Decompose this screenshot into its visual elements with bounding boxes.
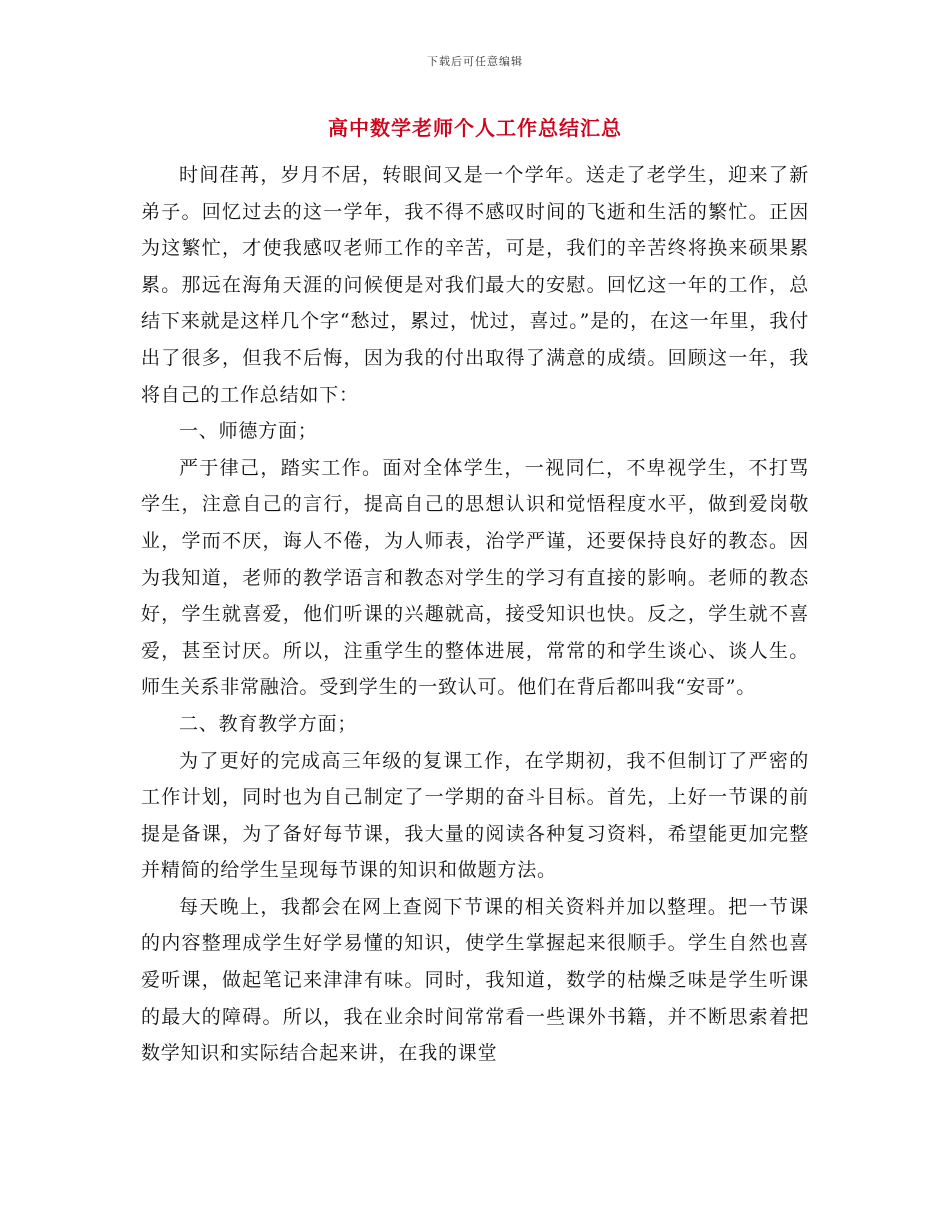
- document-title: 高中数学老师个人工作总结汇总: [328, 116, 622, 140]
- paragraph-intro: 时间荏苒，岁月不居，转眼间又是一个学年。送走了老学生，迎来了新弟子。回忆过去的这一学年，我不得不感叹时间的飞逝和生活的繁忙。正因为这繁忙，才使我感叹老师工作的辛苦，可是，我们的辛苦终将换来硕果累累。那远在海角天涯的问候便是对我们最大的安慰。回忆这一年的工作，总结下来就是这样几个字“愁过，累过，忧过，喜过。”是的，在这一年里，我付出了很多，但我不后悔，因为我的付出取得了满意的成绩。回顾这一年，我将自己的工作总结如下：: [141, 164, 809, 406]
- document-body: [141, 157, 809, 1072]
- page-header-note: 下载后可任意编辑: [427, 55, 523, 68]
- paragraph-teaching-plan: 为了更好的完成高三年级的复课工作，在学期初，我不但制订了严密的工作计划，同时也为自己制定了一学期的奋斗目标。首先，上好一节课的前提是备课，为了备好每节课，我大量的阅读各种复习资料，希望能更加完整并精简的给学生呈现每节课的知识和做题方法。: [141, 749, 809, 882]
- paragraph-teaching-evening: 每天晚上，我都会在网上查阅下节课的相关资料并加以整理。把一节课的内容整理成学生好学易懂的知识，使学生掌握起来很顺手。学生自然也喜爱听课，做起笔记来津津有味。同时，我知道，数学的枯燥乏味是学生听课的最大的障碍。所以，我在业余时间常常看一些课外书籍，并不断思索着把数学知识和实际结合起来讲，在我的课堂: [141, 895, 809, 1065]
- section-heading-ethics: 一、师德方面；: [179, 420, 318, 443]
- paragraph-ethics: 严于律己，踏实工作。面对全体学生，一视同仁，不卑视学生，不打骂学生，注意自己的言行，提高自己的思想认识和觉悟程度水平，做到爱岗敬业，学而不厌，诲人不倦，为人师表，治学严谨，还要保持良好的教态。因为我知道，老师的教学语言和教态对学生的学习有直接的影响。老师的教态好，学生就喜爱，他们听课的兴趣就高，接受知识也快。反之，学生就不喜爱，甚至讨厌。所以，注重学生的整体进展，常常的和学生谈心、谈人生。师生关系非常融洽。受到学生的一致认可。他们在背后都叫我“安哥”。: [141, 456, 809, 699]
- section-heading-teaching: 二、教育教学方面；: [179, 712, 358, 735]
